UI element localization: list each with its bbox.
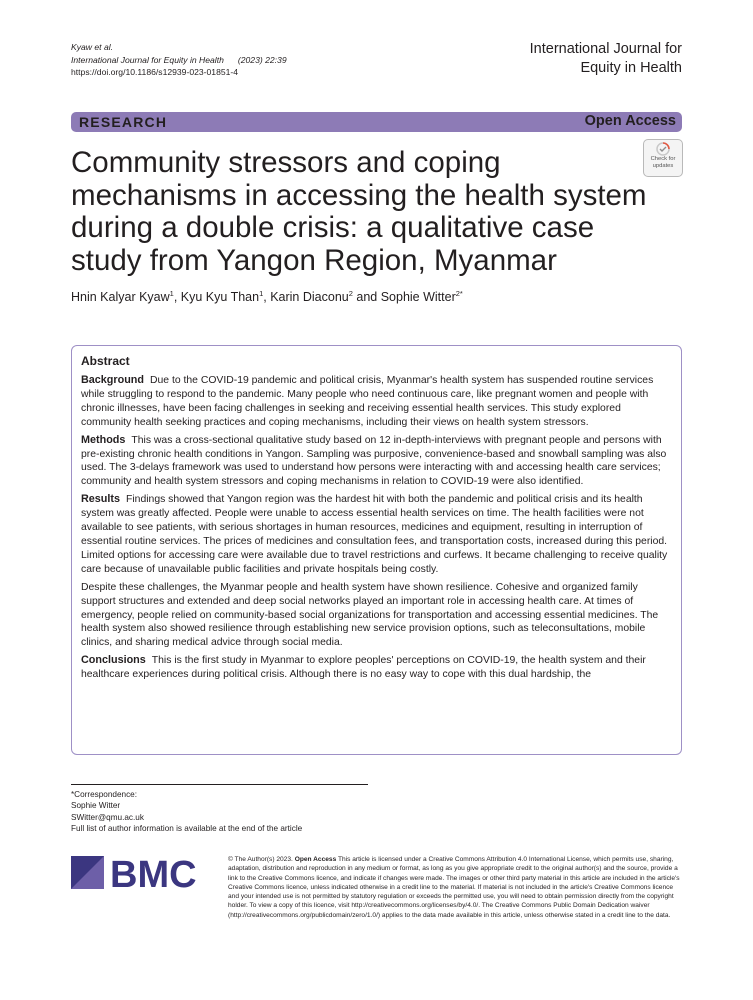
author-name[interactable]: Kyu Kyu Than — [180, 290, 260, 304]
article-citation — [71, 41, 287, 79]
bmc-logo-icon — [71, 856, 211, 889]
article-title: Community stressors and coping mechanisms in accessing the health system during a double crisis: a qualitative case study from Yangon Region, Myanmar — [71, 146, 647, 277]
correspondence-label: *Correspondence: — [71, 790, 137, 799]
abstract-results-continued: Despite these challenges, the Myanmar people and health system have shown resilience. Cohesive and organized family support structures and extended and deep social networks played an important role in accessing health care. At times of emergency, people relied on community-based social organizations for transportation and accessing essential medicines. The health system also showed resilience through establishing new service provision options, such as teleconsultations, mobile clinics, and sharing medical advice through social media. — [81, 581, 659, 649]
author-name[interactable]: Karin Diaconu — [270, 290, 349, 304]
abstract-results — [81, 493, 672, 576]
background-text: Due to the COVID-19 pandemic and political crisis, Myanmar's health system has suspended routine services while struggling to respond to the pandemic. Many people who need continuous care, like pregnant women and people with chronic illnesses, have been facing challenges in seeking and receiving essential health services. This study explored community health seeking practices and coping mechanisms, including their views on health system stressors. — [81, 375, 654, 428]
methods-label: Methods — [81, 433, 126, 446]
copyright-lead: © The Author(s) 2023. — [228, 856, 293, 863]
bmc-logo-text: BMC — [110, 856, 197, 889]
doi-link[interactable]: https://doi.org/10.1186/s12939-023-01851-4 — [71, 67, 239, 77]
correspondence-email[interactable]: SWitter@qmu.ac.uk — [71, 812, 144, 822]
conclusions-label: Conclusions — [81, 654, 146, 667]
abstract-heading: Abstract — [81, 354, 130, 368]
abstract-conclusions — [81, 654, 672, 682]
article-type-banner — [71, 112, 682, 132]
correspondence-name: Sophie Witter — [71, 801, 121, 811]
author-affiliation: 1 — [169, 288, 174, 298]
open-access-tag: Open Access — [294, 856, 337, 863]
journal-name — [452, 40, 682, 78]
author-affiliation: 2* — [455, 288, 463, 298]
bmc-logo — [71, 856, 211, 889]
author-list: Hnin Kalyar Kyaw$^1$, Kyu Kyu Than$^1$, Karin Diaconu$^2$ and Sophie Witter$^{2*}$ — [71, 288, 463, 304]
journal-name-line2: Equity in Health — [580, 60, 682, 76]
background-label: Background — [81, 374, 144, 386]
footnote-divider — [71, 784, 368, 785]
author-short: Kyaw et al. — [71, 42, 114, 52]
author-affiliation: 2 — [348, 288, 353, 298]
abstract-background — [81, 374, 672, 430]
author-info-note: Full list of author information is available at the end of the article — [71, 823, 303, 833]
author-affiliation: 1 — [259, 288, 264, 298]
abstract-box — [71, 345, 682, 755]
author-name[interactable]: Sophie Witter — [380, 290, 456, 304]
results-label: Results — [81, 493, 121, 506]
license-statement — [228, 855, 683, 920]
license-text: This article is licensed under a Creative Commons Attribution 4.0 International License, which permits use, sharing, adaptation, distribution and reproduction in any medium or format, as long as you give appropriate credit to the original author(s) and the source, provide a link to the Creative Commons licence, and indicate if changes were made. The images or other third party material in this article are included in the article's Creative Commons licence, unless indicated otherwise in a credit line to the material. If material is not included in the article's Creative Commons licence and your intended use is not permitted by statutory regulation or exceeds the permitted use, you will need to obtain permission directly from the copyright holder. To view a copy of this licence, visit http://creativecommons.org/licenses/by/4.0/. The Creative Commons Public Domain Dedication waiver (http://creativecommons.org/publicdomain/zero/1.0/) applies to the data made available in this article, unless otherwise stated in a credit line to the data. — [228, 856, 680, 919]
results-text: Findings showed that Yangon region was the hardest hit with both the pandemic and political crisis and its health system was greatly affected. People were unable to access essential health services on time. The health facilities were not available to see patients, with serious shortages in human resources, medicines and equipment, resulting in interruption of essential routine services. The prices of medicines and consultation fees, and transportation costs, increased during this period. Limited options for accessing care were available due to travel restrictions and curfews. It became challenging to receive quality care because of unavailable public facilities and private hospitals being costly. — [81, 494, 668, 575]
abstract-methods — [81, 434, 672, 490]
open-access-label: Open Access — [584, 113, 676, 129]
badge-line2: updates — [652, 162, 674, 169]
volume-info: (2023) 22:39 — [237, 54, 287, 65]
article-type-label: RESEARCH — [79, 114, 168, 130]
conclusions-text: This is the first study in Myanmar to explore peoples' perceptions on COVID-19, the health system and their healthcare experiences during political crisis. Although there is no easy way to cope with this dual hardship, the — [81, 655, 646, 681]
correspondence-block — [71, 789, 302, 834]
methods-text: This was a cross-sectional qualitative study based on 12 in-depth-interviews with pregnant people and persons with pre-existing chronic health conditions in Yangon. Sampling was purposive, convenience-based and snowball sampling was also used. The 3-delays framework was used to understand how persons were interacting with and accessing health care services; community and health system stressors and coping mechanisms in relation to COVID-19 were also identified. — [81, 434, 667, 488]
journal-citation: International Journal for Equity in Health — [71, 54, 224, 65]
badge-line1: Check for — [650, 156, 676, 162]
journal-name-line1: International Journal for — [529, 41, 682, 57]
author-name[interactable]: Hnin Kalyar Kyaw — [71, 290, 170, 304]
